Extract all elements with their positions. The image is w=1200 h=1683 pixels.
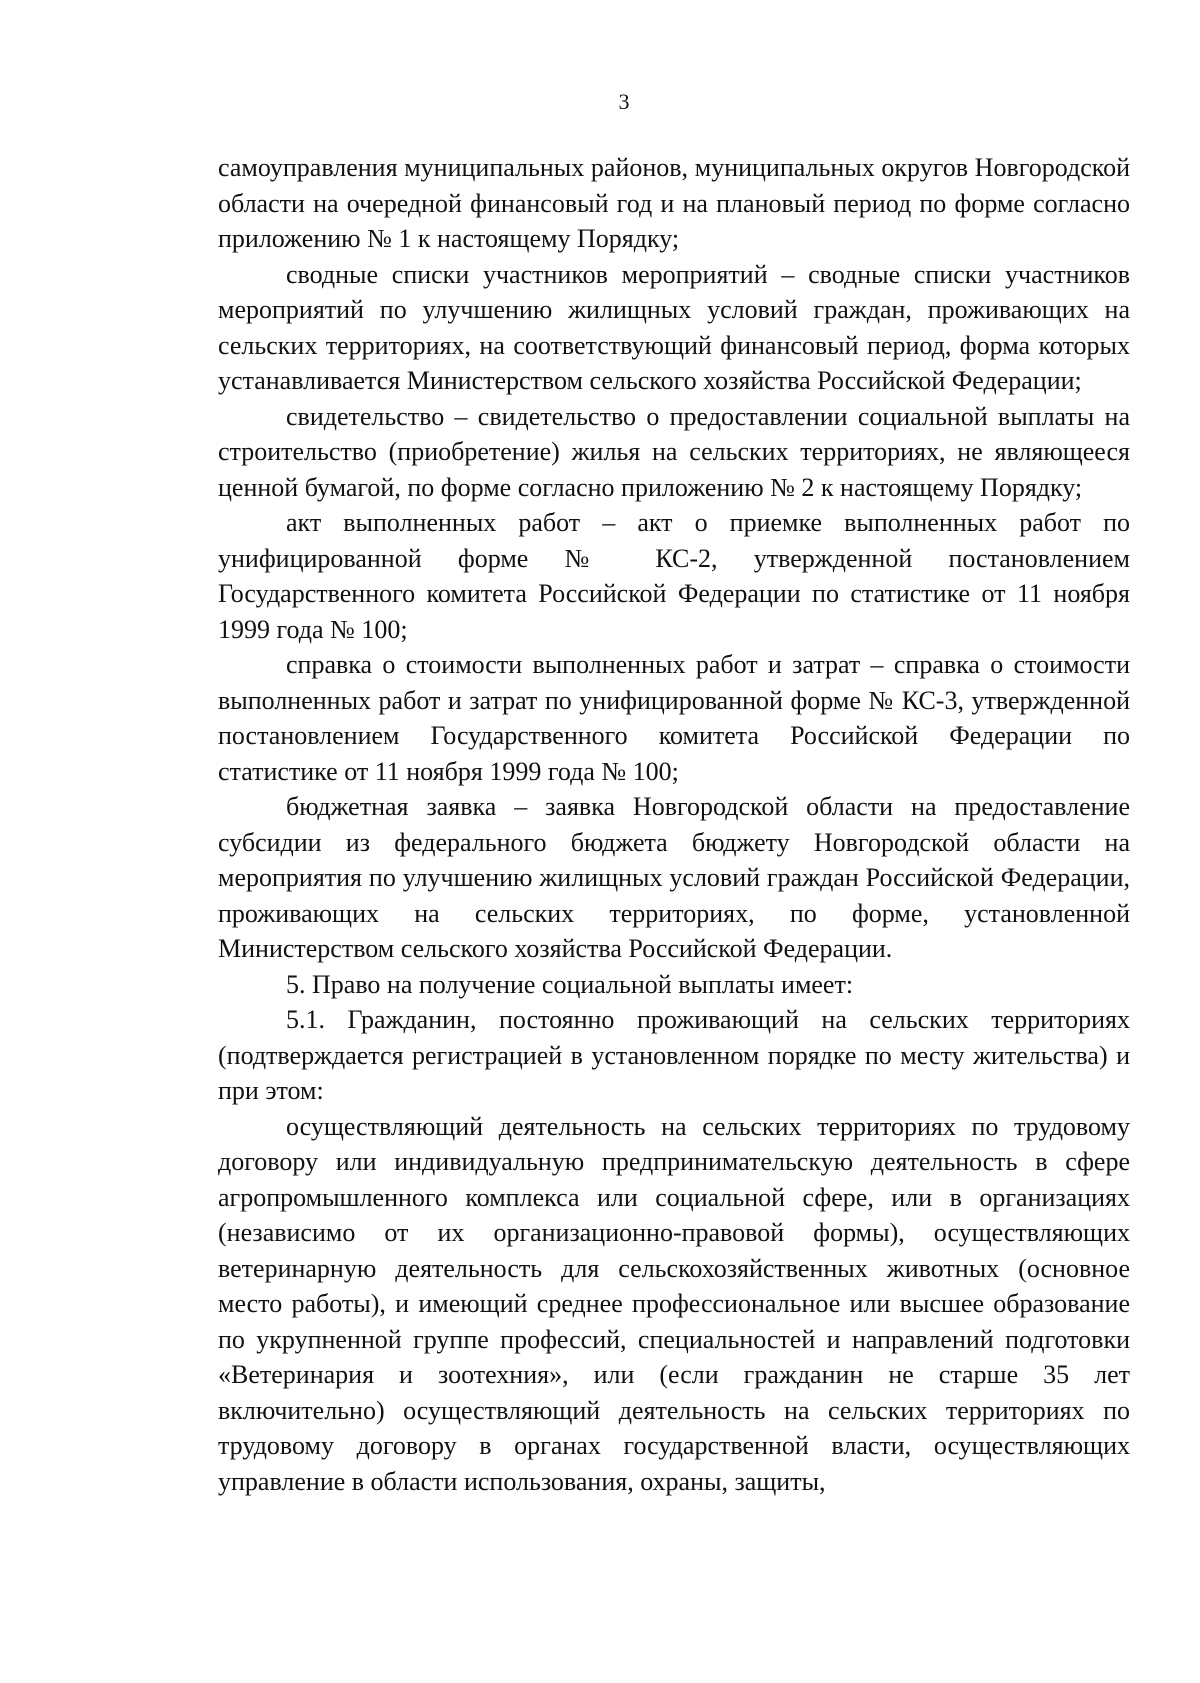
paragraph-eligibility-conditions: осуществляющий деятельность на сельских территориях по трудовому договору или индивидуальную предпринимательскую деятельность в сфере агропромышленного комплекса или социальной сфере, или в организациях (независимо от их организационно-правовой формы), осуществляющих ветеринарную деятельность для сельскохозяйственных животных (основное место работы), и имеющий среднее профессиональное или высшее образование по укрупненной группе профессий, специальностей и направлений подготовки «Ветеринария и зоотехния», или (если гражданин не старше 35 лет включительно) осуществляющий деятельность на сельских территориях по трудовому договору в органах государственной власти, осуществляющих управление в области использования, охраны, защиты, — [218, 1111, 1130, 1496]
paragraph-definition-certificate: свидетельство – свидетельство о предоставлении социальной выплаты на строительство (приобретение) жилья на сельских территориях, не являющееся ценной бумагой, по форме согласно приложению № 2 к настоящему Порядку; — [218, 401, 1130, 502]
paragraph-definition-budget-request: бюджетная заявка – заявка Новгородской области на предоставление субсидии из федерального бюджета бюджету Новгородской области на мероприятия по улучшению жилищных условий граждан Российской Федерации, проживающих на сельских территориях, по форме, установленной Министерством сельского хозяйства Российской Федерации. — [218, 792, 1130, 963]
paragraph-definition-cost-statement: справка о стоимости выполненных работ и затрат – справка о стоимости выполненных работ и затрат по унифицированной форме № КС-3, утвержденной постановлением Государственного комитета Российской Федерации по статистике от 11 ноября 1999 года № 100; — [218, 650, 1130, 786]
page-number: 3 — [618, 89, 630, 114]
document-body — [218, 150, 1130, 1499]
paragraph-section-5-1: 5.1. Гражданин, постоянно проживающий на сельских территориях (подтверждается регистрацией в установленном порядке по месту жительства) и при этом: — [218, 1005, 1130, 1105]
paragraph-continuation: самоуправления муниципальных районов, муниципальных округов Новгородской области на очередной финансовый год и на плановый период по форме согласно приложению № 1 к настоящему Порядку; — [218, 153, 1130, 253]
paragraph-definition-work-act: акт выполненных работ – акт о приемке выполненных работ по унифицированной форме № КС-2, утвержденной постановлением Государственного комитета Российской Федерации по статистике от 11 ноября 1999 года № 100; — [218, 508, 1130, 644]
paragraph-section-5: 5. Право на получение социальной выплаты имеет: — [286, 969, 854, 999]
paragraph-definition-summary-lists: сводные списки участников мероприятий – сводные списки участников мероприятий по улучшению жилищных условий граждан, проживающих на сельских территориях, на соответствующий финансовый период, форма которых устанавливается Министерством сельского хозяйства Российской Федерации; — [218, 259, 1130, 395]
